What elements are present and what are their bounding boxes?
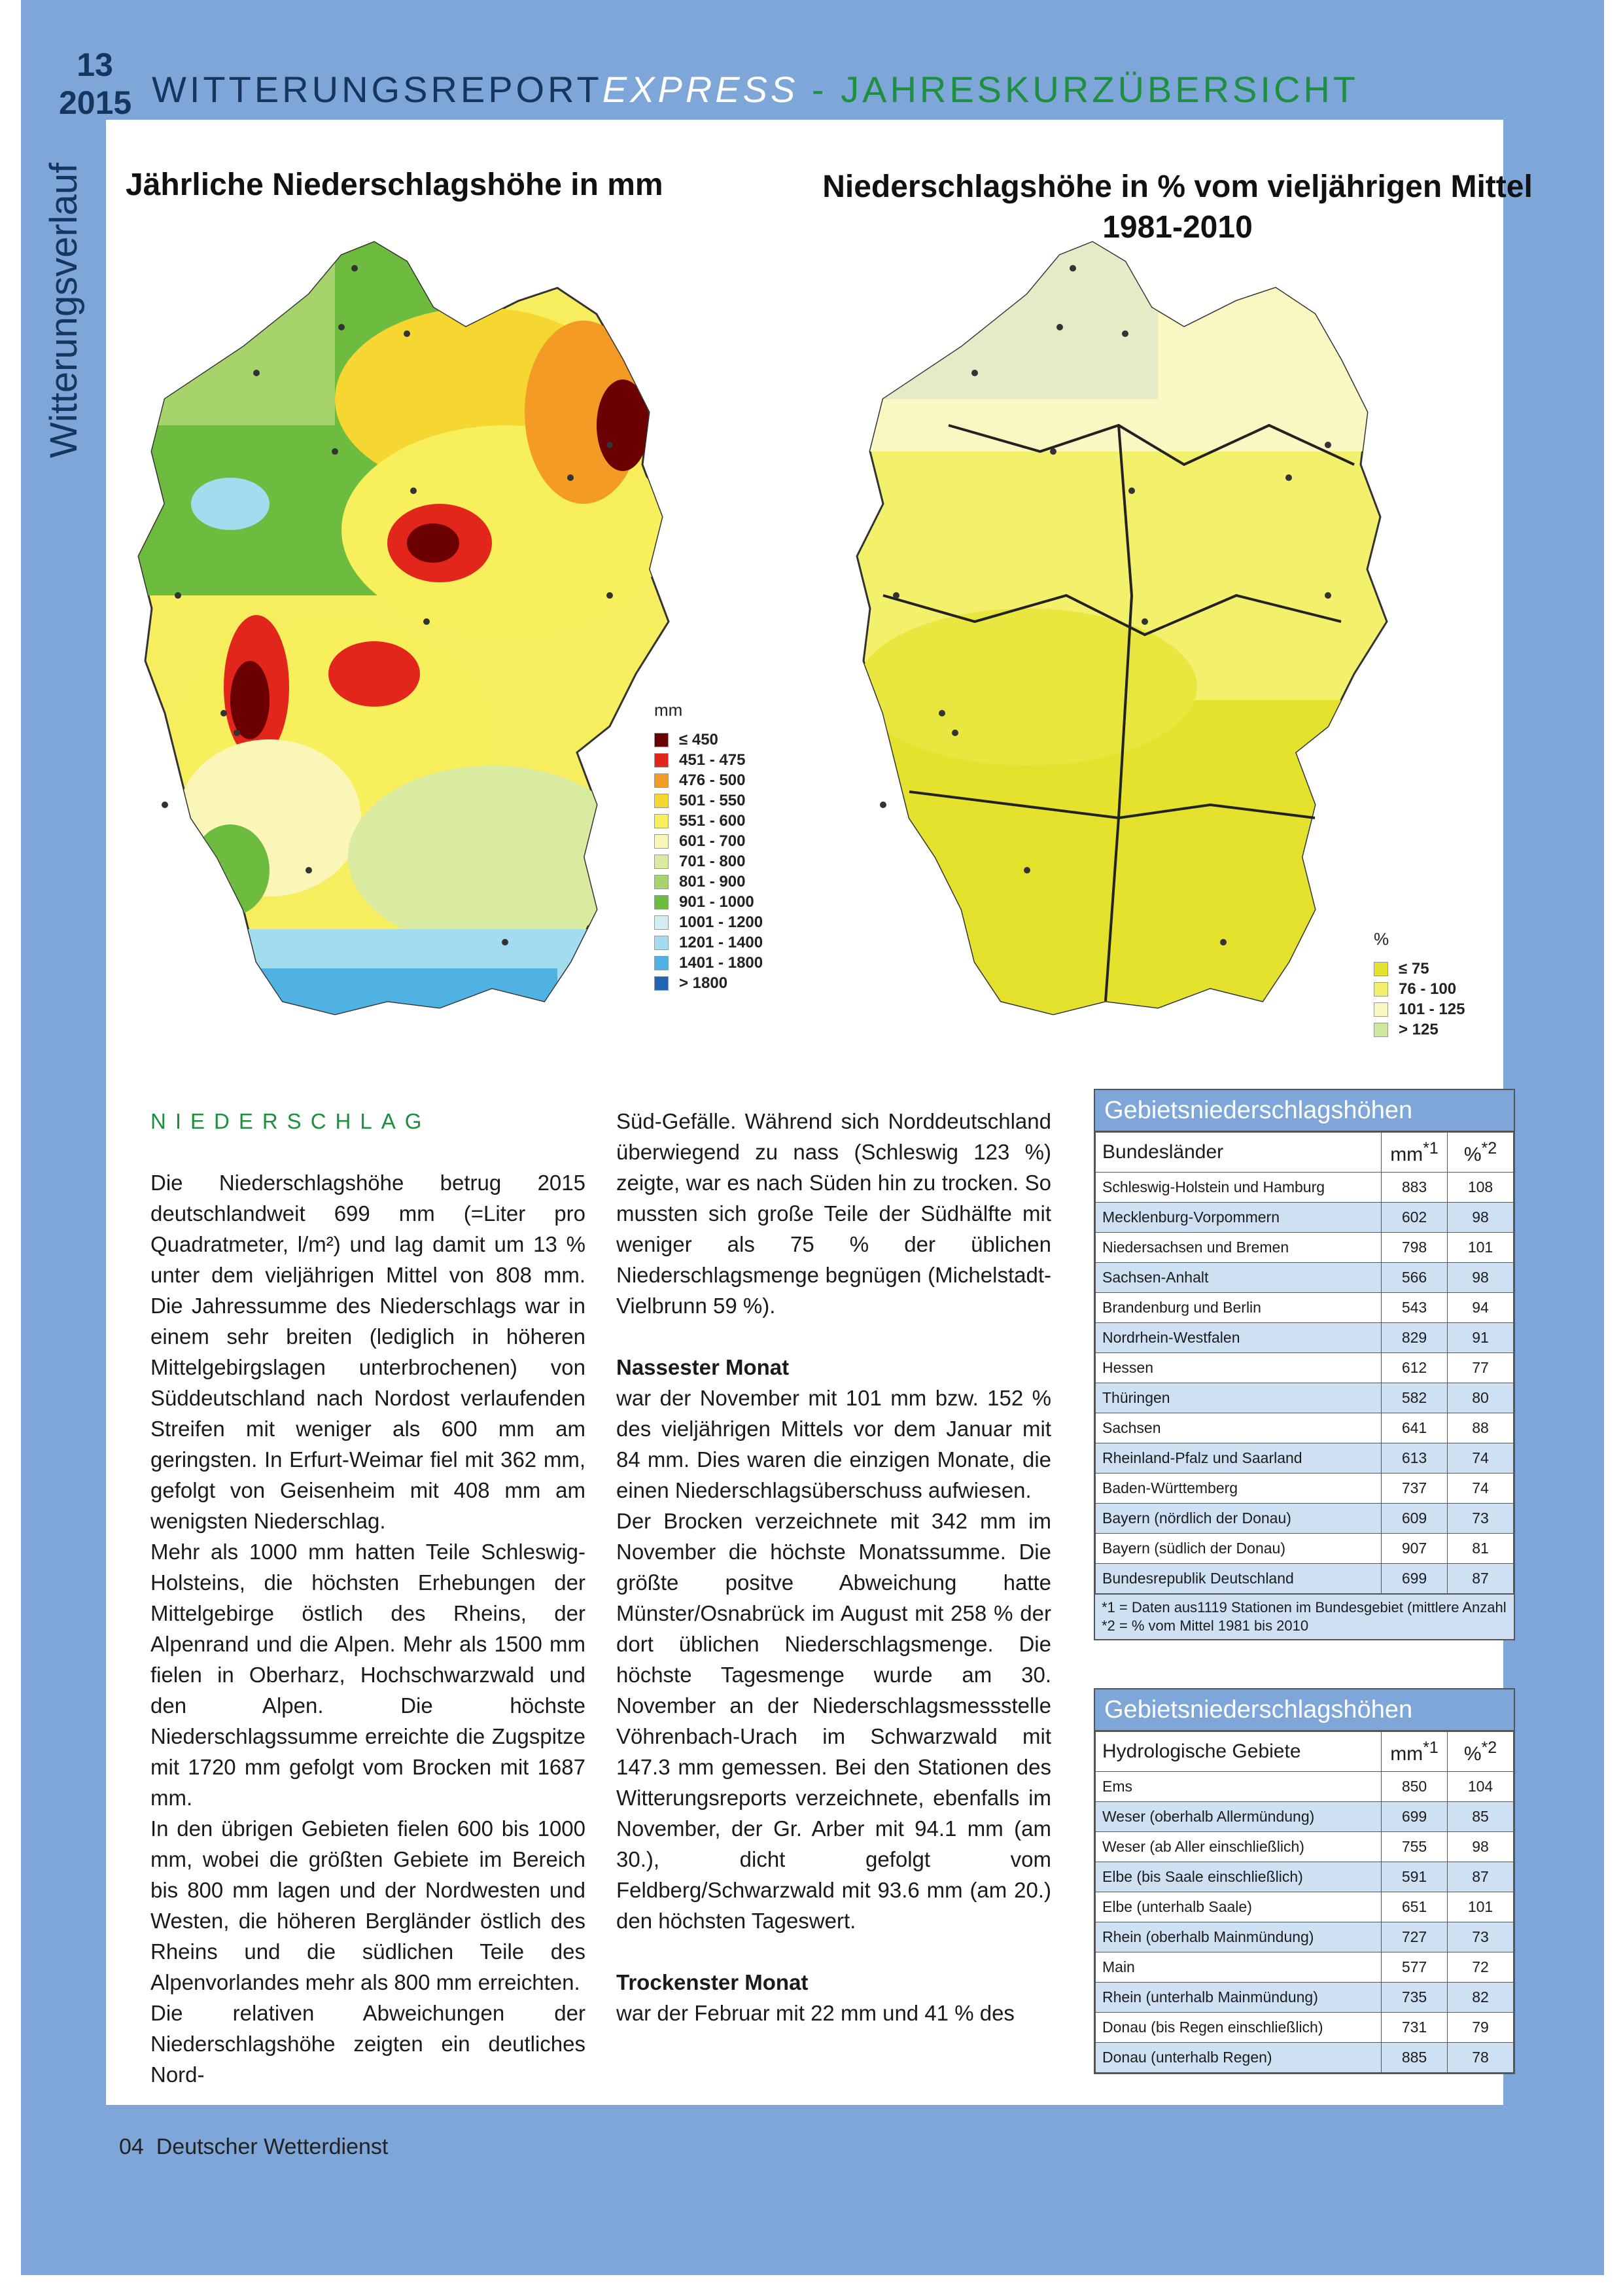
table-cell-mm: 641 [1382,1413,1448,1443]
table-cell-name: Sachsen-Anhalt [1096,1263,1382,1293]
table-cell-mm: 602 [1382,1203,1448,1233]
map-left-title: Jährliche Niederschlagshöhe in mm [126,168,663,202]
column-header-percent-label: % [1463,1742,1482,1765]
legend-item [654,851,763,872]
table-cell-pct: 87 [1448,1862,1514,1892]
table-cell-pct: 74 [1448,1474,1514,1504]
table-title: Gebietsniederschlagshöhen [1095,1689,1514,1731]
right-band [1503,0,1604,2275]
table-cell-mm: 798 [1382,1233,1448,1263]
legend-swatch [1374,1002,1388,1017]
report-title-main: WITTERUNGSREPORT [152,69,602,110]
table-cell-mm: 566 [1382,1263,1448,1293]
legend-label: ≤ 450 [679,730,718,749]
article-paragraph: Die relativen Abweichungen der Niederschlagshöhe zeigten ein deutliches Nord- [150,2001,585,2087]
table-cell-mm: 731 [1382,2013,1448,2043]
table-row [1096,1983,1514,2013]
table-row [1096,1474,1514,1504]
issue-year: 2015 [59,84,132,121]
table-cell-name: Rhein (unterhalb Mainmündung) [1096,1983,1382,2013]
table-row [1096,1772,1514,1802]
table-row [1096,1203,1514,1233]
table-cell-pct: 98 [1448,1263,1514,1293]
column-header-mm [1382,1732,1448,1772]
legend-item [1374,1019,1465,1040]
table-cell-name: Elbe (bis Saale einschließlich) [1096,1862,1382,1892]
table-cell-pct: 73 [1448,1504,1514,1534]
column-header-percent [1448,1732,1514,1772]
table-cell-name: Thüringen [1096,1383,1382,1413]
map-right-title-line2: 1981-2010 [1102,210,1253,245]
map-right-title-line1: Niederschlagshöhe in % vom vieljährigen Mittel [822,169,1533,204]
column-header-mm-label: mm [1390,1742,1423,1765]
precipitation-legend-unit: mm [654,700,683,720]
table-row [1096,1323,1514,1353]
precipitation-map [126,229,741,1047]
percentage-map-svg [844,229,1498,1047]
table-cell-name: Weser (ab Aller einschließlich) [1096,1832,1382,1862]
legend-label: 101 - 125 [1399,1000,1465,1018]
section-heading: NIEDERSCHLAG [150,1109,431,1133]
legend-item [654,872,763,892]
table-cell-name: Schleswig-Holstein und Hamburg [1096,1173,1382,1203]
legend-label: 76 - 100 [1399,980,1457,998]
legend-swatch [654,875,669,889]
article-paragraph: Die Niederschlagshöhe betrug 2015 deutschlandweit 699 mm (=Liter pro Quadratmeter, l/m²) und lag damit um 13 % unter dem vieljährigen Mittel von 808 mm. Die Jahressumme des Niederschlags war in einem sehr breiten (lediglich in höheren Mittelgebirgslagen unterbrochenen) von Süddeutschland nach Nordost verlaufenden Streifen mit weniger als 600 mm am geringsten. In Erfurt-Weimar fiel mit 362 mm, gefolgt von Geisenheim mit 408 mm am wenigsten Niederschlag. [150,1171,585,1533]
table-row [1096,2043,1514,2073]
table-cell-pct: 108 [1448,1173,1514,1203]
legend-item [654,770,763,790]
table-cell-mm: 735 [1382,1983,1448,2013]
article-paragraph: Der Brocken verzeichnete mit 342 mm im November die höchste Monatssumme. Die größte positve Abweichung hatte Münster/Osnabrück im August mit 258 % der dort üblichen Niederschlagsmenge. Die höchste Tagesmenge wurde am 30. November an der Niederschlagsmessstelle Vöhrenbach-Urach im Schwarzwald mit 147.3 mm gemessen. Bei den Stationen des Witterungsreports verzeichnete, ebenfalls im November, der Gr. Arber mit 94.1 mm (am 30.), dicht gefolgt vom Feldberg/Schwarzwald mit 93.6 mm (am 20.) den höchsten Tageswert. [616,1509,1051,1933]
table-cell-mm: 612 [1382,1353,1448,1383]
table-row [1096,1233,1514,1263]
table-cell-name: Donau (bis Regen einschließlich) [1096,2013,1382,2043]
table-cell-pct: 74 [1448,1443,1514,1474]
legend-item [654,811,763,831]
legend-swatch [654,956,669,970]
table-cell-pct: 94 [1448,1293,1514,1323]
table-cell-name: Ems [1096,1772,1382,1802]
report-title-express: EXPRESS [602,69,799,110]
legend-label: 801 - 900 [679,872,746,891]
table-cell-name: Nordrhein-Westfalen [1096,1323,1382,1353]
table-cell-name: Weser (oberhalb Allermündung) [1096,1802,1382,1832]
page-footer [119,2134,388,2160]
table-cell-pct: 98 [1448,1203,1514,1233]
table-cell-pct: 91 [1448,1323,1514,1353]
legend-label: 701 - 800 [679,852,746,870]
table-row [1096,1443,1514,1474]
table-cell-mm: 651 [1382,1892,1448,1922]
table-row [1096,1383,1514,1413]
table-row [1096,1952,1514,1983]
table-cell-mm: 737 [1382,1474,1448,1504]
table-cell-mm: 699 [1382,1564,1448,1594]
subheading-wettest-month: Nassester Monat [616,1355,790,1379]
article-paragraph: war der Februar mit 22 mm und 41 % des [616,2001,1015,2025]
section-side-label: Witterungsverlauf [43,162,85,458]
legend-label: ≤ 75 [1399,959,1429,978]
table-cell-pct: 85 [1448,1802,1514,1832]
table-cell-name: Baden-Württemberg [1096,1474,1382,1504]
column-header-mm-note: *1 [1423,1139,1439,1157]
table-cell-pct: 87 [1448,1564,1514,1594]
footnote-2: *2 = % vom Mittel 1981 bis 2010 [1102,1617,1309,1634]
legend-swatch [654,915,669,930]
column-header-percent [1448,1133,1514,1173]
table-cell-mm: 577 [1382,1952,1448,1983]
table-cell-name: Donau (unterhalb Regen) [1096,2043,1382,2073]
table-cell-name: Sachsen [1096,1413,1382,1443]
article-column-1 [150,1106,585,2090]
legend-swatch [654,753,669,768]
column-header-percent-note: *2 [1481,1139,1497,1157]
legend-label: > 1800 [679,974,728,992]
table-cell-pct: 77 [1448,1353,1514,1383]
table-row [1096,1353,1514,1383]
table-cell-pct: 72 [1448,1952,1514,1983]
percentage-legend [1374,929,1465,1040]
table-cell-pct: 101 [1448,1233,1514,1263]
issue-number: 13 [77,46,113,83]
page-number: 04 [119,2134,144,2159]
table-cell-name: Rheinland-Pfalz und Saarland [1096,1443,1382,1474]
table-cell-mm: 755 [1382,1832,1448,1862]
legend-swatch [654,733,669,747]
legend-item [1374,999,1465,1019]
table-row [1096,1862,1514,1892]
column-header-percent-label: % [1463,1143,1482,1165]
column-header-mm [1382,1133,1448,1173]
legend-item [654,932,763,953]
legend-swatch [654,794,669,808]
table-cell-mm: 699 [1382,1802,1448,1832]
legend-label: 451 - 475 [679,751,746,769]
table-title: Gebietsniederschlagshöhen [1095,1090,1514,1132]
subheading-driest-month: Trockenster Monat [616,1970,809,1994]
footnote-1: *1 = Daten aus1119 Stationen im Bundesgebiet (mittlere Anzahl [1102,1599,1507,1616]
legend-item [1374,959,1465,979]
percentage-map [844,229,1498,1047]
legend-item [654,892,763,912]
table-cell-name: Bayern (nördlich der Donau) [1096,1504,1382,1534]
article-paragraph: Süd-Gefälle. Während sich Norddeutschland überwiegend zu nass (Schleswig 123 %) zeigte, war es nach Süden hin zu trocken. So mussten sich große Teile der Südhälfte mit weniger als 75 % der üblichen Niederschlagsmenge begnügen (Michelstadt-Vielbrunn 59 %). [616,1109,1051,1318]
legend-item [1374,979,1465,999]
legend-swatch [654,834,669,849]
states-precipitation-table [1094,1089,1515,1640]
legend-swatch [654,855,669,869]
article-column-2 [616,1106,1051,2028]
table-cell-mm: 582 [1382,1383,1448,1413]
table-cell-mm: 850 [1382,1772,1448,1802]
table-row [1096,1413,1514,1443]
legend-item [654,831,763,851]
table-row [1096,1263,1514,1293]
table-cell-pct: 88 [1448,1413,1514,1443]
legend-item [654,790,763,811]
legend-swatch [654,814,669,828]
table-cell-pct: 79 [1448,2013,1514,2043]
table-cell-mm: 829 [1382,1323,1448,1353]
legend-label: 1001 - 1200 [679,913,763,931]
table-cell-pct: 82 [1448,1983,1514,2013]
legend-swatch [1374,982,1388,997]
column-header-percent-note: *2 [1481,1738,1497,1757]
precipitation-legend [654,700,763,993]
legend-swatch [654,895,669,910]
table-row [1096,1504,1514,1534]
column-header-region: Hydrologische Gebiete [1096,1732,1382,1772]
table-footnotes [1095,1594,1514,1639]
legend-label: 551 - 600 [679,811,746,830]
table-cell-mm: 543 [1382,1293,1448,1323]
legend-item [654,730,763,750]
table-cell-name: Bayern (südlich der Donau) [1096,1534,1382,1564]
legend-item [654,953,763,973]
legend-swatch [654,976,669,991]
table-row [1096,1922,1514,1952]
table-cell-pct: 80 [1448,1383,1514,1413]
article-paragraph: Mehr als 1000 mm hatten Teile Schleswig-Holsteins, die höchsten Erhebungen der Mittelgebirge östlich des Rheins, der Alpenrand und die Alpen. Mehr als 1500 mm fielen in Oberharz, Hochschwarzwald und den Alpen. Die höchste Niederschlagssumme erreichte die Zugspitze mit 1720 mm gefolgt vom Brocken mit 1687 mm. [150,1540,585,1810]
table-cell-name: Main [1096,1952,1382,1983]
legend-swatch [654,936,669,950]
legend-label: 476 - 500 [679,771,746,789]
table-row [1096,2013,1514,2043]
legend-label: 1201 - 1400 [679,933,763,951]
legend-label: 1401 - 1800 [679,953,763,972]
publisher-name: Deutscher Wetterdienst [156,2134,389,2159]
table-cell-name: Niedersachsen und Bremen [1096,1233,1382,1263]
report-title-subtitle: - JAHRESKURZÜBERSICHT [798,69,1359,110]
table-cell-name: Rhein (oberhalb Mainmündung) [1096,1922,1382,1952]
table-cell-name: Bundesrepublik Deutschland [1096,1564,1382,1594]
table-row [1096,1892,1514,1922]
legend-item [654,973,763,993]
table-row [1096,1832,1514,1862]
table-cell-name: Mecklenburg-Vorpommern [1096,1203,1382,1233]
column-header-mm-label: mm [1390,1143,1423,1165]
legend-item [654,912,763,932]
table-cell-pct: 78 [1448,2043,1514,2073]
table-cell-mm: 907 [1382,1534,1448,1564]
table-header-row [1096,1732,1514,1772]
table-row [1096,1802,1514,1832]
table-cell-mm: 609 [1382,1504,1448,1534]
report-title [152,68,1359,111]
table-cell-mm: 613 [1382,1443,1448,1474]
legend-label: 901 - 1000 [679,892,754,911]
table-cell-mm: 885 [1382,2043,1448,2073]
legend-swatch [1374,1023,1388,1037]
table-header-row [1096,1133,1514,1173]
river-basins-precipitation-table [1094,1688,1515,2074]
table-row [1096,1293,1514,1323]
precipitation-map-svg [126,229,741,1047]
legend-swatch [1374,962,1388,976]
table-cell-mm: 727 [1382,1922,1448,1952]
legend-label: 601 - 700 [679,832,746,850]
article-paragraph: In den übrigen Gebieten fielen 600 bis 1000 mm, wobei die größten Gebiete im Bereich bis 800 mm lagen und der Nordwesten und Westen, die höheren Bergländer östlich des Rheins und die südlichen Teile des Alpenvorlandes mehr als 800 mm erreichten. [150,1816,585,1994]
table-cell-pct: 104 [1448,1772,1514,1802]
footer-band [21,2105,1604,2275]
table-cell-name: Elbe (unterhalb Saale) [1096,1892,1382,1922]
table-row [1096,1534,1514,1564]
table-cell-mm: 591 [1382,1862,1448,1892]
legend-label: > 125 [1399,1020,1439,1038]
table-row [1096,1173,1514,1203]
legend-item [654,750,763,770]
legend-label: 501 - 550 [679,791,746,809]
table-row [1096,1564,1514,1594]
article-paragraph: war der November mit 101 mm bzw. 152 % des vieljährigen Mittels vor dem Januar mit 84 mm. Dies waren die einzigen Monate, die einen Niederschlagsüberschuss aufwiesen. [616,1386,1051,1502]
table-cell-pct: 101 [1448,1892,1514,1922]
table-cell-mm: 883 [1382,1173,1448,1203]
percentage-legend-unit: % [1374,929,1389,949]
column-header-region: Bundesländer [1096,1133,1382,1173]
column-header-mm-note: *1 [1423,1738,1439,1757]
table-cell-name: Brandenburg und Berlin [1096,1293,1382,1323]
legend-swatch [654,773,669,788]
table-cell-name: Hessen [1096,1353,1382,1383]
table-cell-pct: 98 [1448,1832,1514,1862]
table-cell-pct: 73 [1448,1922,1514,1952]
table-cell-pct: 81 [1448,1534,1514,1564]
